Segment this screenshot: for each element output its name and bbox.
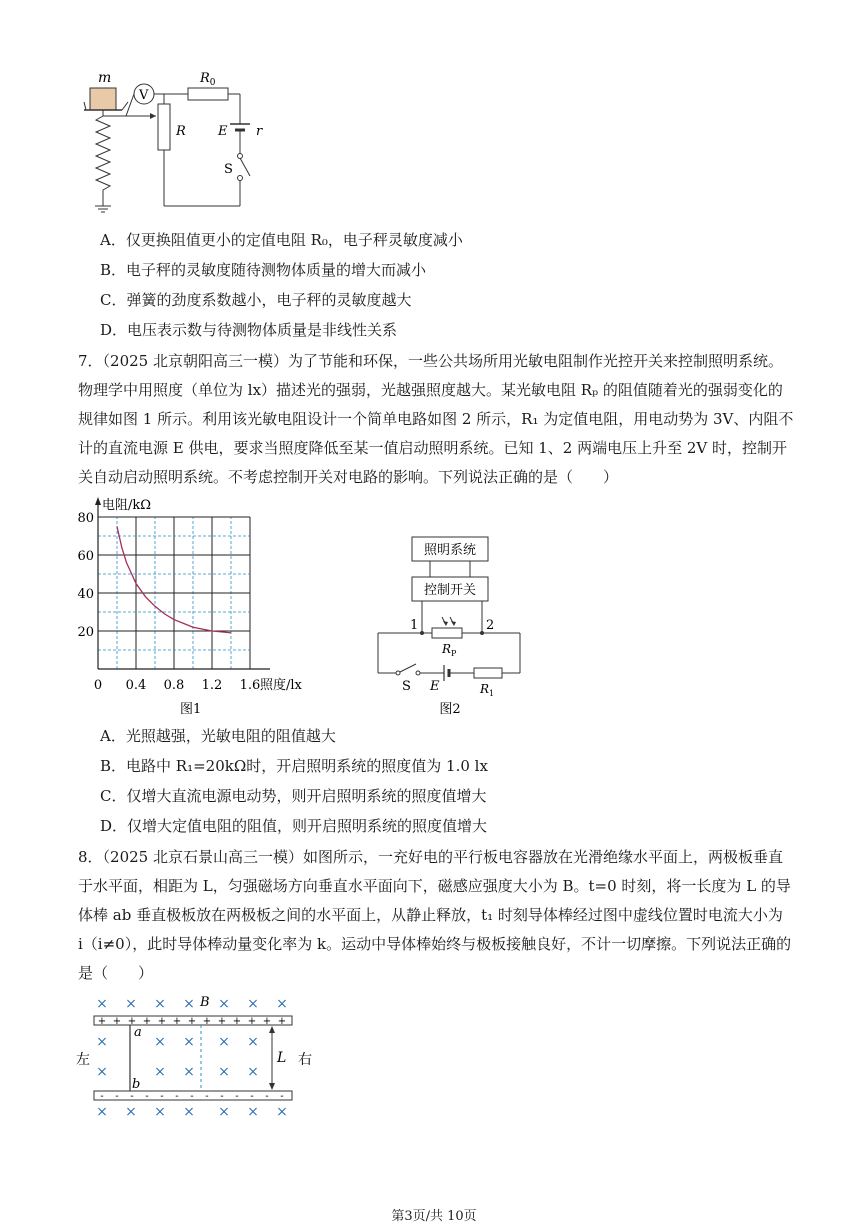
chart-y-axis-arrow [95, 497, 101, 505]
chart-x-tick-label: 0.4 [125, 678, 147, 693]
label-E: E [430, 679, 440, 694]
label-E: E [218, 124, 228, 139]
plate-plus-sign: + [127, 1016, 137, 1027]
magnetic-field-cross: × [218, 1064, 230, 1080]
chart-x-tick-label: 0.8 [163, 678, 185, 693]
chart-y-tick-label: 40 [77, 587, 94, 602]
magnetic-field-cross: × [276, 996, 288, 1012]
label-Rp-sub: P [451, 649, 457, 658]
magnetic-field-cross: × [183, 1064, 195, 1080]
label-r: r [256, 124, 263, 139]
q8-stem-line-2: 于水平面，相距为 L，匀强磁场方向垂直水平面向下，磁感应强度大小为 B。t=0 时刻，将一长度为 L 的导 [78, 877, 791, 895]
magnetic-field-cross: × [154, 1104, 166, 1120]
q7-stem-line-2: 物理学中用照度（单位为 lx）描述光的强弱，光越强照度越大。某光敏电阻 Rₚ 的阻值随着光的强弱变化的 [78, 381, 783, 399]
plate-plus-sign: + [202, 1016, 212, 1027]
label-B: B [200, 995, 210, 1010]
q7-option-c: C．仅增大直流电源电动势，则开启照明系统的照度值增大 [100, 787, 487, 805]
chart-y-axis-label: 电阻/kΩ [102, 498, 152, 513]
q7-option-d: D．仅增大定值电阻的阻值，则开启照明系统的照度值增大 [100, 817, 488, 835]
q7-stem-line-3: 规律如图 1 所示。利用该光敏电阻设计一个简单电路如图 2 所示，R₁ 为定值电阻，用电动势为 3V、内阻不 [78, 410, 794, 428]
plate-plus-sign: + [142, 1016, 152, 1027]
magnetic-field-cross: × [247, 996, 259, 1012]
chart-y-tick-label: 60 [77, 549, 94, 564]
chart-caption: 图1 [180, 702, 202, 717]
q8-stem-line-3: 体棒 ab 垂直极板放在两极板之间的水平面上，从静止释放，t₁ 时刻导体棒经过图中虚线位置时电流大小为 [78, 906, 783, 924]
chart-y-tick-label: 80 [77, 511, 94, 526]
chart-x-axis-label: 照度/lx [260, 678, 302, 693]
q7-stem-line-5: 关自动启动照明系统。不考虑控制开关对电路的影响。下列说法正确的是（ ） [78, 468, 619, 486]
magnetic-field-cross: × [125, 1104, 137, 1120]
q6-option-d: D．电压表示数与待测物体质量是非线性关系 [100, 321, 398, 339]
chart-y-tick-label: 20 [77, 625, 94, 640]
plate-minus-sign: - [160, 1091, 164, 1102]
plate-minus-sign: - [280, 1091, 284, 1102]
plate-plus-sign: + [112, 1016, 122, 1027]
svg-text:RP [441, 642, 457, 658]
magnetic-field-cross: × [183, 996, 195, 1012]
plate-minus-sign: - [190, 1091, 194, 1102]
magnetic-field-cross: × [247, 1104, 259, 1120]
node-2-label: 2 [486, 618, 495, 633]
plate-plus-sign: + [187, 1016, 197, 1027]
magnetic-field-cross: × [276, 1104, 288, 1120]
label-R0-sub: 0 [209, 78, 216, 88]
plate-minus-sign: - [250, 1091, 254, 1102]
plate-minus-sign: - [175, 1091, 179, 1102]
plate-minus-sign: - [265, 1091, 269, 1102]
resistor-R1 [474, 668, 502, 678]
svg-text:R0 [199, 71, 216, 88]
label-m: m [98, 70, 112, 86]
svg-text:R1 [479, 682, 494, 698]
label-L: L [277, 1050, 287, 1066]
magnetic-field-cross: × [218, 1104, 230, 1120]
plate-plus-sign: + [172, 1016, 182, 1027]
magnetic-field-cross: × [96, 996, 108, 1012]
q8-stem-line-1: 8．（2025 北京石景山高三一模）如图所示，一充好电的平行板电容器放在光滑绝缘水平面上，两极板垂直 [78, 848, 783, 866]
fig1-chart [70, 495, 340, 720]
label-R: R [176, 124, 186, 139]
chart-x-tick-label: 1.6 [239, 678, 261, 693]
q7-stem-line-4: 计的直流电源 E 供电，要求当照度降低至某一值启动照明系统。已知 1、2 两端电压上升至 2V 时，控制开 [78, 439, 788, 457]
q6-option-a: A．仅更换阻值更小的定值电阻 R₀，电子秤灵敏度减小 [100, 231, 463, 249]
label-V: V [139, 88, 149, 103]
label-R1-sub: 1 [489, 689, 495, 698]
magnetic-field-cross: × [183, 1104, 195, 1120]
q8-stem-line-4: i（i≠0），此时导体棒动量变化率为 k。运动中导体棒始终与极板接触良好，不计一切摩擦。下列说法正确的 [78, 935, 792, 953]
magnetic-field-cross: × [154, 996, 166, 1012]
q7-option-a: A．光照越强，光敏电阻的阻值越大 [100, 727, 336, 745]
resistor-R0 [188, 88, 228, 100]
chart-x-tick-label: 1.2 [201, 678, 223, 693]
page-number: 第3页/共 10页 [391, 1209, 477, 1224]
magnetic-field-cross: × [96, 1034, 108, 1050]
magnetic-field-cross: × [183, 1034, 195, 1050]
mass-block [90, 88, 116, 110]
label-S: S [402, 679, 411, 694]
q8-stem-line-5: 是（ ） [78, 964, 154, 982]
label-R0: R [200, 71, 210, 86]
label-S: S [224, 162, 233, 177]
plate-minus-sign: - [205, 1091, 209, 1102]
plate-minus-sign: - [115, 1091, 119, 1102]
q7-option-b: B．电路中 R₁=20kΩ时，开启照明系统的照度值为 1.0 lx [100, 757, 488, 775]
node-1-label: 1 [410, 618, 419, 633]
magnetic-field-cross: × [218, 996, 230, 1012]
q7-stem-line-1: 7．（2025 北京朝阳高三一模）为了节能和环保，一些公共场所用光敏电阻制作光控开关来控制照明系统。 [78, 352, 783, 370]
photoresistor-Rp [432, 628, 462, 638]
magnetic-field-cross: × [247, 1064, 259, 1080]
chart-x-tick-label: 0 [93, 678, 103, 693]
plate-plus-sign: + [217, 1016, 227, 1027]
plate-minus-sign: - [235, 1091, 239, 1102]
fig2-caption: 图2 [439, 702, 461, 717]
magnetic-field-cross: × [247, 1034, 259, 1050]
plate-plus-sign: + [157, 1016, 167, 1027]
q6-option-c: C．弹簧的劲度系数越小，电子秤的灵敏度越大 [100, 291, 412, 309]
q6-option-b: B．电子秤的灵敏度随待测物体质量的增大而减小 [100, 261, 427, 279]
magnetic-field-cross: × [218, 1034, 230, 1050]
plate-minus-sign: - [130, 1091, 134, 1102]
box-lighting-label: 照明系统 [423, 543, 477, 558]
label-b: b [132, 1077, 141, 1092]
label-right: 右 [298, 1052, 312, 1068]
label-Rp: R [442, 642, 452, 656]
plate-plus-sign: + [262, 1016, 272, 1027]
plate-minus-sign: - [220, 1091, 224, 1102]
magnetic-field-cross: × [154, 1064, 166, 1080]
magnetic-field-cross: × [96, 1104, 108, 1120]
q8-capacitor-figure [74, 990, 324, 1150]
magnetic-field-cross: × [96, 1064, 108, 1080]
label-a: a [134, 1025, 142, 1040]
label-R1: R [480, 682, 490, 696]
plate-plus-sign: + [232, 1016, 242, 1027]
spring [96, 110, 110, 206]
q6-circuit-figure [70, 60, 290, 220]
box-switch-label: 控制开关 [423, 583, 477, 598]
rheostat-R [158, 104, 170, 150]
plate-plus-sign: + [97, 1016, 107, 1027]
magnetic-field-cross: × [154, 1034, 166, 1050]
fig2-circuit [360, 525, 540, 725]
plate-minus-sign: - [145, 1091, 149, 1102]
plate-plus-sign: + [277, 1016, 287, 1027]
plate-plus-sign: + [247, 1016, 257, 1027]
label-left: 左 [76, 1052, 90, 1068]
magnetic-field-cross: × [125, 996, 137, 1012]
plate-minus-sign: - [100, 1091, 104, 1102]
